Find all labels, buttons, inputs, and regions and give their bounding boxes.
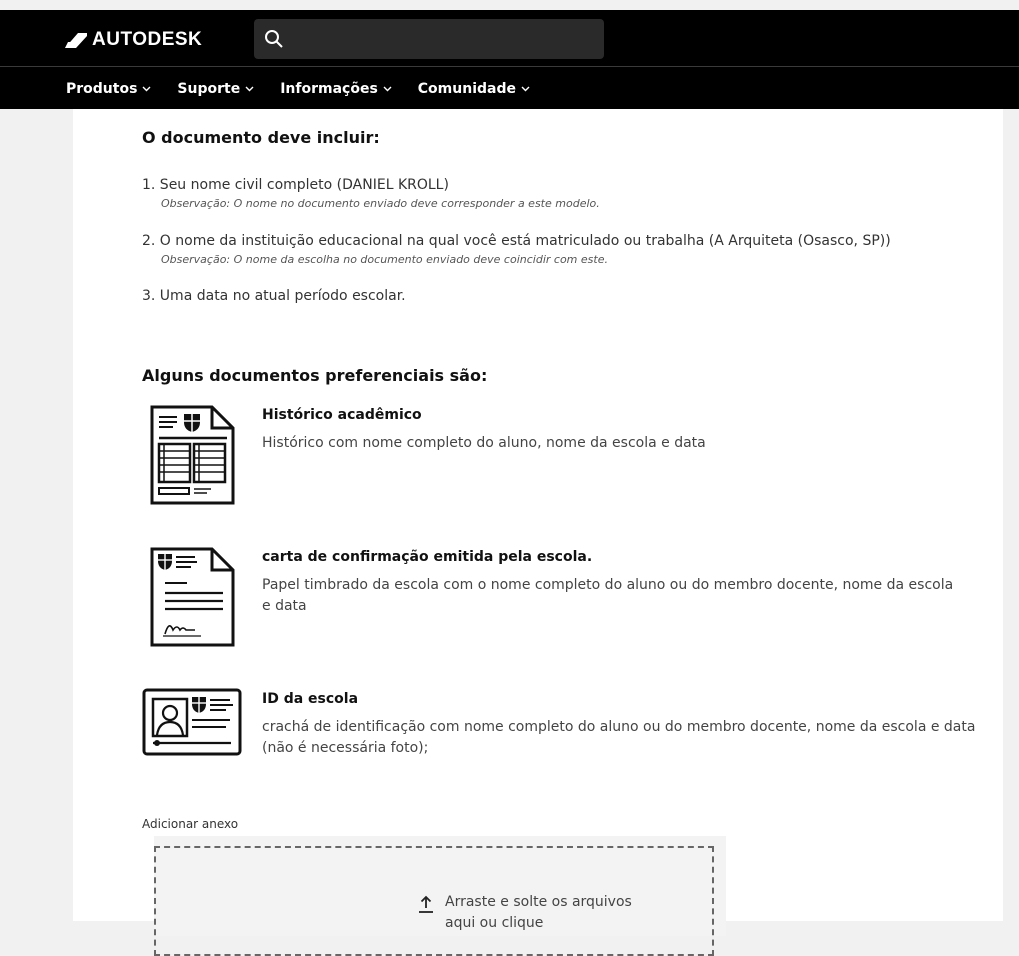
attachment-label: Adicionar anexo [142,817,239,831]
nav-label: Informações [280,81,378,97]
transcript-icon [149,404,235,506]
chevron-down-icon [383,86,392,92]
doc-description: Histórico com nome completo do aluno, nome da escola e data [262,435,706,451]
content-card [73,109,1003,931]
requirement-note: Observação: O nome no documento enviado deve corresponder a este modelo. [161,197,600,210]
doc-description: crachá de identificação com nome completo do aluno ou do membro docente, nome da escola e data (não é necessária foto); [262,719,976,756]
upload-area [154,836,726,936]
search-icon[interactable] [264,29,284,49]
nav-label: Produtos [66,81,138,97]
nav-suporte[interactable] [177,78,254,100]
requirement-item: 2. O nome da instituição educacional na qual você está matriculado ou trabalha (A Arquiteta (Osasco, SP)) [142,233,891,249]
chevron-down-icon [245,86,254,92]
autodesk-logo[interactable] [65,28,202,52]
search-input[interactable] [294,19,594,59]
preferred-heading: Alguns documentos preferenciais são: [142,366,488,385]
nav-comunidade[interactable] [418,78,530,100]
requirement-note: Observação: O nome da escolha no documento enviado deve coincidir com este. [161,253,608,266]
chevron-down-icon [521,86,530,92]
letter-icon [149,546,235,648]
id-card-icon [142,688,242,756]
search-box[interactable] [254,19,604,59]
nav-produtos[interactable] [66,78,151,100]
doc-title: Histórico acadêmico [262,407,422,423]
nav-label: Suporte [177,81,241,97]
nav-informacoes[interactable] [280,78,392,100]
brand-name: AUTODESK [92,29,203,50]
doc-title: carta de confirmação emitida pela escola. [262,549,593,565]
requirement-item: 1. Seu nome civil completo (DANIEL KROLL) [142,177,449,193]
main-nav [66,78,556,100]
dropzone-text: Arraste e solte os arquivos aqui ou clique [445,894,632,931]
site-header [0,10,1019,109]
file-dropzone[interactable] [154,846,714,956]
doc-title: ID da escola [262,691,359,707]
requirements-heading: O documento deve incluir: [142,128,380,147]
chevron-down-icon [142,86,151,92]
autodesk-logo-icon [65,32,87,48]
doc-description: Papel timbrado da escola com o nome completo do aluno ou do membro docente, nome da escola e data [262,577,954,614]
header-divider [0,66,1019,67]
nav-label: Comunidade [417,81,516,97]
requirement-item: 3. Uma data no atual período escolar. [142,288,406,304]
upload-icon [416,894,436,914]
